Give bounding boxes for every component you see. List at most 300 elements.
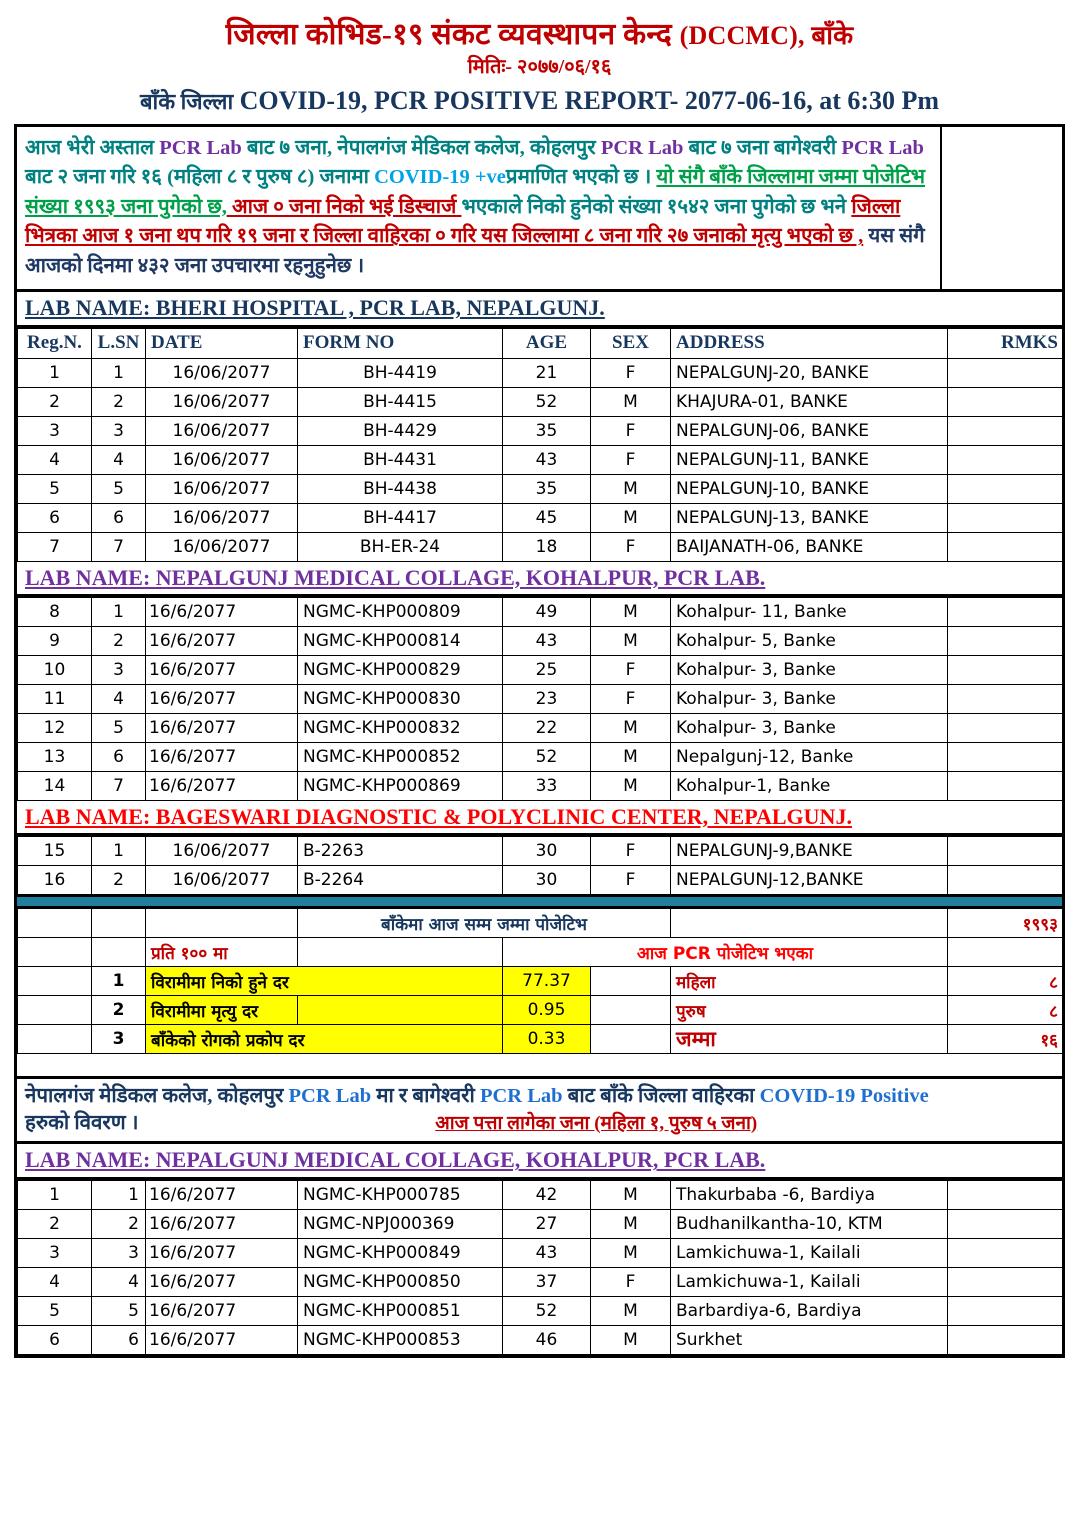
stats-hdr-blank-2 — [92, 938, 146, 967]
cell-regn: 2 — [18, 387, 92, 416]
pcr-positive-table — [17, 328, 1065, 562]
cell-formno: BH-4417 — [298, 503, 503, 532]
total-count-label: जम्मा — [671, 1025, 948, 1054]
cell-date: 16/06/2077 — [146, 866, 298, 895]
table-row — [18, 358, 1065, 387]
total-blank-1 — [18, 909, 92, 938]
cell-lsn: 6 — [92, 503, 146, 532]
male-count-value: ८ — [948, 996, 1065, 1025]
cell-date: 16/6/2077 — [146, 626, 298, 655]
table-row — [18, 771, 1065, 800]
death-rate-label: विरामीमा मृत्यु दर — [146, 996, 298, 1025]
cell-rmks — [948, 358, 1065, 387]
stats-row3-gap — [591, 1025, 671, 1054]
cell-date: 16/6/2077 — [146, 1325, 298, 1354]
report-subtitle-nepali: बाँके जिल्ला — [139, 88, 234, 114]
cell-date: 16/6/2077 — [146, 742, 298, 771]
cell-formno: NGMC-NPJ000369 — [298, 1209, 503, 1238]
document-header — [0, 0, 1079, 116]
table-row — [18, 626, 1065, 655]
cell-lsn: 5 — [92, 1296, 146, 1325]
cell-address: Nepalgunj-12, Banke — [671, 742, 948, 771]
cell-address: NEPALGUNJ-10, BANKE — [671, 474, 948, 503]
cell-sex: F — [591, 1267, 671, 1296]
cell-sex: M — [591, 626, 671, 655]
cell-regn: 5 — [18, 1296, 92, 1325]
outside-note-pcr-lab-2: PCR Lab — [479, 1085, 563, 1108]
cell-regn: 16 — [18, 866, 92, 895]
report-subtitle-english: COVID-19, PCR POSITIVE REPORT- 2077-06-16, at 6:30 Pm — [239, 85, 940, 115]
stats-row2-index: 2 — [92, 996, 146, 1025]
cell-formno: NGMC-KHP000809 — [298, 597, 503, 626]
cell-age: 21 — [503, 358, 591, 387]
summary-narrative-block — [17, 127, 1062, 293]
cell-age: 52 — [503, 387, 591, 416]
cell-age: 30 — [503, 837, 591, 866]
cell-age: 37 — [503, 1267, 591, 1296]
male-count-label: पुरुष — [671, 996, 948, 1025]
cell-rmks — [948, 771, 1065, 800]
cell-address: Kohalpur- 11, Banke — [671, 597, 948, 626]
outside-lab-name-text: LAB NAME: NEPALGUNJ MEDICAL COLLAGE, KOHALPUR, PCR LAB. — [25, 1147, 766, 1173]
cell-regn: 3 — [18, 1238, 92, 1267]
table-row — [18, 1238, 1065, 1267]
table-row — [18, 597, 1065, 626]
cell-rmks — [948, 655, 1065, 684]
cell-lsn: 5 — [92, 474, 146, 503]
cell-sex: M — [591, 1325, 671, 1354]
cell-sex: M — [591, 742, 671, 771]
outside-lab-name-ngmc-kohalpur — [17, 1144, 1062, 1179]
stats-row3-index: 3 — [92, 1025, 146, 1054]
cell-age: 22 — [503, 713, 591, 742]
narrative-recovered-total: भएकाले निको हुनेको संख्या १५४२ जना पुगेको छ भने — [461, 195, 852, 218]
cell-date: 16/6/2077 — [146, 684, 298, 713]
lab-name-bageswari — [17, 801, 1062, 836]
cell-sex: F — [591, 655, 671, 684]
cell-date: 16/06/2077 — [146, 445, 298, 474]
cell-lsn: 4 — [92, 1267, 146, 1296]
table-row — [18, 474, 1065, 503]
cell-sex: M — [591, 1180, 671, 1209]
table-row — [18, 1325, 1065, 1354]
cell-lsn: 3 — [92, 1238, 146, 1267]
cell-rmks — [948, 597, 1065, 626]
cell-date: 16/06/2077 — [146, 416, 298, 445]
cell-rmks — [948, 626, 1065, 655]
cell-sex: M — [591, 1296, 671, 1325]
outside-lab-rows — [18, 1180, 1065, 1354]
cell-rmks — [948, 1267, 1065, 1296]
cell-lsn: 2 — [92, 866, 146, 895]
cell-regn: 14 — [18, 771, 92, 800]
cell-date: 16/06/2077 — [146, 532, 298, 561]
table-row — [18, 837, 1065, 866]
narrative-covid-positive-label: COVID-19 +ve — [374, 166, 506, 189]
cell-age: 33 — [503, 771, 591, 800]
spacer-strip — [17, 1054, 1062, 1076]
cell-regn: 4 — [18, 1267, 92, 1296]
outside-note-line-2 — [25, 1110, 1054, 1137]
table-row — [18, 1267, 1065, 1296]
cell-regn: 7 — [18, 532, 92, 561]
cell-date: 16/6/2077 — [146, 1267, 298, 1296]
column-header-sex: SEX — [591, 328, 671, 358]
cell-regn: 2 — [18, 1209, 92, 1238]
narrative-seg-3: बाट ७ जना बागेश्वरी — [683, 136, 842, 159]
lab-name-bheri-hospital-text: LAB NAME: BHERI HOSPITAL , PCR LAB, NEPALGUNJ. — [25, 295, 605, 321]
female-count-label: महिला — [671, 967, 948, 996]
stats-hdr-blank-1 — [18, 938, 92, 967]
column-header-lsn: L.SN — [92, 328, 146, 358]
cell-regn: 1 — [18, 358, 92, 387]
cell-lsn: 3 — [92, 655, 146, 684]
cell-date: 16/6/2077 — [146, 771, 298, 800]
cell-age: 42 — [503, 1180, 591, 1209]
cell-sex: F — [591, 837, 671, 866]
cell-regn: 1 — [18, 1180, 92, 1209]
cell-address: Lamkichuwa-1, Kailali — [671, 1238, 948, 1267]
cell-address: KHAJURA-01, BANKE — [671, 387, 948, 416]
cell-formno: NGMC-KHP000852 — [298, 742, 503, 771]
stats-hdr-blank-4 — [948, 938, 1065, 967]
lab-name-bageswari-text: LAB NAME: BAGESWARI DIAGNOSTIC & POLYCLINIC CENTER, NEPALGUNJ. — [25, 803, 852, 829]
cell-address: Barbardiya-6, Bardiya — [671, 1296, 948, 1325]
cell-formno: NGMC-KHP000829 — [298, 655, 503, 684]
cell-age: 49 — [503, 597, 591, 626]
cell-rmks — [948, 684, 1065, 713]
cell-rmks — [948, 1238, 1065, 1267]
cell-age: 27 — [503, 1209, 591, 1238]
cell-rmks — [948, 1180, 1065, 1209]
cell-sex: F — [591, 445, 671, 474]
cell-sex: M — [591, 387, 671, 416]
table-row — [18, 742, 1065, 771]
cell-formno: BH-ER-24 — [298, 532, 503, 561]
cell-rmks — [948, 474, 1065, 503]
cell-lsn: 4 — [92, 684, 146, 713]
cell-address: Kohalpur- 3, Banke — [671, 684, 948, 713]
cell-sex: M — [591, 1209, 671, 1238]
stats-row-3 — [18, 1025, 1065, 1054]
column-header-age: AGE — [503, 328, 591, 358]
cell-lsn: 4 — [92, 445, 146, 474]
cell-date: 16/6/2077 — [146, 1180, 298, 1209]
cell-age: 25 — [503, 655, 591, 684]
title-english: (DCCMC), बाँके — [679, 21, 854, 50]
cell-sex: F — [591, 358, 671, 387]
outside-note-pcr-lab-1: PCR Lab — [288, 1085, 372, 1108]
table-row — [18, 866, 1065, 895]
cell-address: Budhanilkantha-10, KTM — [671, 1209, 948, 1238]
cell-address: Kohalpur- 3, Banke — [671, 713, 948, 742]
cell-age: 43 — [503, 445, 591, 474]
narrative-total-positive: यो संगै बाँके जिल्लामा जम्मा पोजेटिभ संख्या १९९३ जना पुगेको छ, — [25, 166, 926, 218]
cell-date: 16/6/2077 — [146, 1238, 298, 1267]
cell-age: 52 — [503, 742, 591, 771]
incidence-rate-label: बाँकेको रोगको प्रकोप दर — [146, 1025, 503, 1054]
stats-row-1 — [18, 967, 1065, 996]
pcr-positive-table-lab3 — [17, 836, 1065, 895]
stats-row3-blank — [18, 1025, 92, 1054]
cell-sex: F — [591, 416, 671, 445]
table-row — [18, 532, 1065, 561]
stats-row1-gap — [591, 967, 671, 996]
cumulative-total-row — [18, 909, 1065, 938]
pcr-positive-table-lab2 — [17, 597, 1065, 801]
outside-note-seg-2: मा र बागेश्वरी — [371, 1085, 480, 1108]
cell-formno: NGMC-KHP000853 — [298, 1325, 503, 1354]
cell-sex: M — [591, 713, 671, 742]
outside-note-today-found: आज पत्ता लागेका जना (महिला १, पुरुष ५ जना) — [435, 1112, 758, 1134]
cell-regn: 10 — [18, 655, 92, 684]
page-title — [0, 18, 1079, 53]
outside-note-detail-label: हरुको विवरण । — [25, 1111, 139, 1134]
cell-lsn: 7 — [92, 532, 146, 561]
cell-regn: 6 — [18, 503, 92, 532]
column-header-address: ADDRESS — [671, 328, 948, 358]
cell-address: Kohalpur- 3, Banke — [671, 655, 948, 684]
cell-sex: F — [591, 532, 671, 561]
cell-formno: NGMC-KHP000832 — [298, 713, 503, 742]
column-header-formno: FORM NO — [298, 328, 503, 358]
outside-note-seg-3: बाट बाँके जिल्ला वाहिरका — [562, 1085, 760, 1108]
cell-formno: NGMC-KHP000869 — [298, 771, 503, 800]
stats-row-2 — [18, 996, 1065, 1025]
cell-regn: 8 — [18, 597, 92, 626]
narrative-deaths: जिल्ला भित्रका आज १ जना थप गरि १९ जना र जिल्ला वाहिरका ० गरि यस जिल्लामा ८ जना गरि २७ जनाको मृत्यु भएको छ , — [25, 195, 901, 248]
cell-age: 45 — [503, 503, 591, 532]
cell-formno: BH-4415 — [298, 387, 503, 416]
cell-regn: 6 — [18, 1325, 92, 1354]
narrative-under-treatment: यस संगै आजको दिनमा ४३२ जना उपचारमा रहनुहुनेछ । — [25, 225, 925, 277]
cell-rmks — [948, 416, 1065, 445]
stats-row1-blank — [18, 967, 92, 996]
cell-age: 18 — [503, 532, 591, 561]
cell-formno: NGMC-KHP000830 — [298, 684, 503, 713]
cell-date: 16/6/2077 — [146, 713, 298, 742]
cell-lsn: 1 — [92, 597, 146, 626]
column-header-regn: Reg.N. — [18, 328, 92, 358]
header-date: मितिः- २०७७/०६/१६ — [467, 55, 612, 78]
cell-date: 16/6/2077 — [146, 1209, 298, 1238]
cell-rmks — [948, 713, 1065, 742]
recovery-rate-label: विरामीमा निको हुने दर — [146, 967, 503, 996]
cell-lsn: 2 — [92, 387, 146, 416]
cell-address: Kohalpur-1, Banke — [671, 771, 948, 800]
section-separator-bar — [17, 895, 1062, 908]
female-count-value: ८ — [948, 967, 1065, 996]
cell-date: 16/06/2077 — [146, 474, 298, 503]
cell-rmks — [948, 1296, 1065, 1325]
per-hundred-label: प्रति १०० मा — [146, 938, 298, 967]
outside-note-seg-1: नेपालगंज मेडिकल कलेज, कोहलपुर — [25, 1085, 289, 1108]
cell-formno: BH-4431 — [298, 445, 503, 474]
report-subtitle — [0, 85, 1079, 116]
cell-lsn: 2 — [92, 626, 146, 655]
total-count-value: १६ — [948, 1025, 1065, 1054]
cell-formno: BH-4429 — [298, 416, 503, 445]
cell-formno: BH-4438 — [298, 474, 503, 503]
cell-sex: M — [591, 503, 671, 532]
cell-lsn: 5 — [92, 713, 146, 742]
lab-3-rows — [18, 837, 1065, 895]
cell-regn: 15 — [18, 837, 92, 866]
cell-address: Thakurbaba -6, Bardiya — [671, 1180, 948, 1209]
recovery-rate-value: 77.37 — [503, 967, 591, 996]
table-row — [18, 684, 1065, 713]
death-rate-label-fill — [298, 996, 503, 1025]
cell-lsn: 6 — [92, 742, 146, 771]
cell-formno: B-2264 — [298, 866, 503, 895]
total-blank-2 — [92, 909, 146, 938]
outside-note-covid-positive: COVID-19 Positive — [759, 1085, 929, 1108]
stats-row2-blank — [18, 996, 92, 1025]
cell-date: 16/6/2077 — [146, 597, 298, 626]
cell-date: 16/06/2077 — [146, 358, 298, 387]
cell-regn: 11 — [18, 684, 92, 713]
stats-header-row — [18, 938, 1065, 967]
cell-regn: 9 — [18, 626, 92, 655]
cell-lsn: 1 — [92, 1180, 146, 1209]
cell-regn: 4 — [18, 445, 92, 474]
cell-age: 30 — [503, 866, 591, 895]
cell-sex: M — [591, 474, 671, 503]
narrative-recovered-today: आज ० जना निको भई डिस्चार्ज — [226, 195, 462, 218]
table-row — [18, 713, 1065, 742]
cell-regn: 12 — [18, 713, 92, 742]
cell-age: 35 — [503, 474, 591, 503]
summary-statistics-table — [17, 908, 1065, 1054]
narrative-seg-2: बाट ७ जना, नेपालगंज मेडिकल कलेज, कोहलपुर — [241, 136, 601, 159]
incidence-rate-value: 0.33 — [503, 1025, 591, 1054]
cell-address: Surkhet — [671, 1325, 948, 1354]
cell-age: 23 — [503, 684, 591, 713]
cell-date: 16/6/2077 — [146, 1296, 298, 1325]
cell-sex: F — [591, 684, 671, 713]
cell-lsn: 1 — [92, 358, 146, 387]
outside-district-note — [17, 1076, 1062, 1144]
cell-lsn: 7 — [92, 771, 146, 800]
cell-rmks — [948, 503, 1065, 532]
column-header-rmks: RMKS — [948, 328, 1065, 358]
cell-formno: BH-4419 — [298, 358, 503, 387]
cell-address: NEPALGUNJ-13, BANKE — [671, 503, 948, 532]
cell-regn: 13 — [18, 742, 92, 771]
lab-1-rows — [18, 358, 1065, 561]
cell-rmks — [948, 742, 1065, 771]
narrative-pcr-lab-1: PCR Lab — [159, 136, 242, 159]
title-nepali: जिल्ला कोभिड-१९ संकट व्यवस्थापन केन्द — [225, 18, 672, 51]
cell-sex: F — [591, 866, 671, 895]
cell-formno: B-2263 — [298, 837, 503, 866]
cell-date: 16/06/2077 — [146, 837, 298, 866]
table-row — [18, 416, 1065, 445]
lab-name-ngmc-kohalpur-text: LAB NAME: NEPALGUNJ MEDICAL COLLAGE, KOHALPUR, PCR LAB. — [25, 564, 766, 590]
cell-sex: M — [591, 597, 671, 626]
cell-age: 35 — [503, 416, 591, 445]
cell-rmks — [948, 387, 1065, 416]
cell-address: Lamkichuwa-1, Kailali — [671, 1267, 948, 1296]
narrative-pcr-lab-3: PCR Lab — [841, 136, 924, 159]
cell-sex: M — [591, 771, 671, 800]
table-row — [18, 503, 1065, 532]
cell-formno: NGMC-KHP000850 — [298, 1267, 503, 1296]
cell-address: BAIJANATH-06, BANKE — [671, 532, 948, 561]
stats-hdr-blank-3 — [298, 938, 503, 967]
narrative-pcr-lab-2: PCR Lab — [600, 136, 684, 159]
cell-age: 43 — [503, 1238, 591, 1267]
cell-formno: NGMC-KHP000785 — [298, 1180, 503, 1209]
cell-date: 16/06/2077 — [146, 503, 298, 532]
narrative-paragraph — [25, 134, 932, 282]
cell-age: 43 — [503, 626, 591, 655]
cell-formno: NGMC-KHP000814 — [298, 626, 503, 655]
cell-address: NEPALGUNJ-11, BANKE — [671, 445, 948, 474]
column-header-date: DATE — [146, 328, 298, 358]
outside-district-table — [17, 1180, 1065, 1355]
cell-rmks — [948, 866, 1065, 895]
cell-date: 16/06/2077 — [146, 387, 298, 416]
narrative-seg-4: बाट २ जना गरि १६ (महिला ८ र पुरुष ८) जनामा — [25, 166, 375, 189]
total-blank-3 — [146, 909, 298, 938]
cell-regn: 3 — [18, 416, 92, 445]
cell-lsn: 6 — [92, 1325, 146, 1354]
table-row — [18, 1180, 1065, 1209]
narrative-seg-1: आज भेरी अस्ताल — [25, 136, 160, 159]
table-header-row — [18, 328, 1065, 358]
cell-lsn: 3 — [92, 416, 146, 445]
cell-address: NEPALGUNJ-06, BANKE — [671, 416, 948, 445]
today-positive-label: आज PCR पोजेटिभ भएका — [503, 938, 948, 967]
cell-formno: NGMC-KHP000849 — [298, 1238, 503, 1267]
table-row — [18, 387, 1065, 416]
cell-age: 46 — [503, 1325, 591, 1354]
cell-address: Kohalpur- 5, Banke — [671, 626, 948, 655]
cell-rmks — [948, 445, 1065, 474]
lab-2-rows — [18, 597, 1065, 800]
report-frame — [14, 124, 1065, 1358]
cell-rmks — [948, 1209, 1065, 1238]
cell-address: NEPALGUNJ-12,BANKE — [671, 866, 948, 895]
lab-name-ngmc-kohalpur — [17, 562, 1062, 597]
table-row — [18, 445, 1065, 474]
cell-rmks — [948, 1325, 1065, 1354]
total-blank-4 — [671, 909, 948, 938]
table-row — [18, 1209, 1065, 1238]
cell-date: 16/6/2077 — [146, 655, 298, 684]
summary-narrative — [17, 127, 942, 290]
stats-row2-gap — [591, 996, 671, 1025]
cell-formno: NGMC-KHP000851 — [298, 1296, 503, 1325]
cell-lsn: 1 — [92, 837, 146, 866]
table-row — [18, 655, 1065, 684]
cell-age: 52 — [503, 1296, 591, 1325]
narrative-seg-5: प्रमाणित भएको छ । — [505, 166, 657, 189]
outside-note-line-1 — [25, 1083, 1054, 1110]
cell-rmks — [948, 532, 1065, 561]
table-row — [18, 1296, 1065, 1325]
death-rate-value: 0.95 — [503, 996, 591, 1025]
narrative-side-empty-cell — [942, 127, 1062, 290]
cell-sex: M — [591, 1238, 671, 1267]
cumulative-total-value: १९९३ — [948, 909, 1065, 938]
cell-rmks — [948, 837, 1065, 866]
cumulative-total-label: बाँकेमा आज सम्म जम्मा पोजेटिभ — [298, 909, 671, 938]
lab-name-bheri-hospital — [17, 292, 1062, 327]
cell-lsn: 2 — [92, 1209, 146, 1238]
cell-address: NEPALGUNJ-9,BANKE — [671, 837, 948, 866]
